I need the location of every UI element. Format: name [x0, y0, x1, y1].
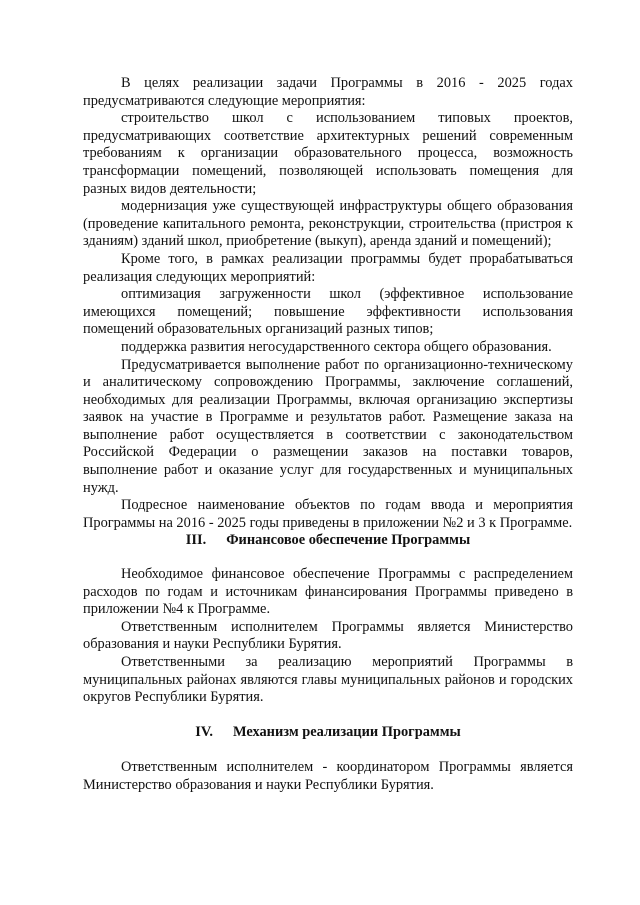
spacer	[83, 707, 573, 724]
section-title: Механизм реализации Программы	[232, 723, 461, 740]
paragraph: Ответственными за реализацию мероприятий Программы в муниципальных районах являются главы муниципальных районов и городских округов Республики Бурятия.	[83, 654, 573, 706]
paragraph: Подресное наименование объектов по годам ввода и мероприятия Программы на 2016 - 2025 годы приведены в приложении №2 и 3 к Программе.	[83, 497, 573, 531]
paragraph: Ответственным исполнителем Программы является Министерство образования и науки Республики Бурятия.	[83, 618, 573, 653]
paragraph: Кроме того, в рамках реализации программы будет прорабатываться реализация следующих мероприятий:	[83, 250, 573, 285]
paragraph: модернизация уже существующей инфраструктуры общего образования (проведение капитального ремонта, реконструкции, строительства (пристроя к зданиям) зданий школ, приобретение (выкуп), аренда зданий и помещений);	[83, 198, 573, 250]
section-heading-3	[83, 532, 573, 550]
paragraph: поддержка развития негосударственного сектора общего образования.	[121, 338, 552, 355]
paragraph: строительство школ с использованием типовых проектов, предусматривающих соответствие архитектурных решений современным требованиям к организации образовательного процесса, возможность трансформации помещений, позволяющей использовать помещения для разных видов деятельности;	[83, 110, 573, 197]
spacer	[83, 550, 573, 566]
document-page	[83, 75, 573, 795]
spacer	[83, 741, 573, 759]
paragraph: Предусматривается выполнение работ по организационно-техническому и аналитическому сопровождению Программы, заключение соглашений, необходимых для реализации Программы, включая организацию экспертизы заявок на участие в Программе и результатов работ. Размещение заказа на выполнение работ осуществляется в соответствии с законодательством Российской Федерации о размещении заказов на поставки товаров, выполнение работ и оказание услуг для государственных и муниципальных нужд.	[83, 356, 573, 496]
section-number: IV.	[195, 723, 213, 740]
paragraph: Ответственным исполнителем - координатором Программы является Министерство образования и науки Республики Бурятия.	[83, 759, 573, 793]
paragraph: В целях реализации задачи Программы в 2016 - 2025 годах предусматриваются следующие мероприятия:	[83, 75, 573, 109]
section-number: III.	[185, 532, 207, 549]
paragraph: Необходимое финансовое обеспечение Программы с распределением расходов по годам и источникам финансирования Программы приведено в приложении №4 к Программе.	[83, 566, 573, 618]
section-heading-4	[83, 724, 573, 742]
section-title: Финансовое обеспечение Программы	[226, 532, 471, 549]
paragraph: оптимизация загруженности школ (эффективное использование имеющихся помещений; повышение эффективности использования помещений образовательных организаций разных типов;	[83, 286, 573, 338]
